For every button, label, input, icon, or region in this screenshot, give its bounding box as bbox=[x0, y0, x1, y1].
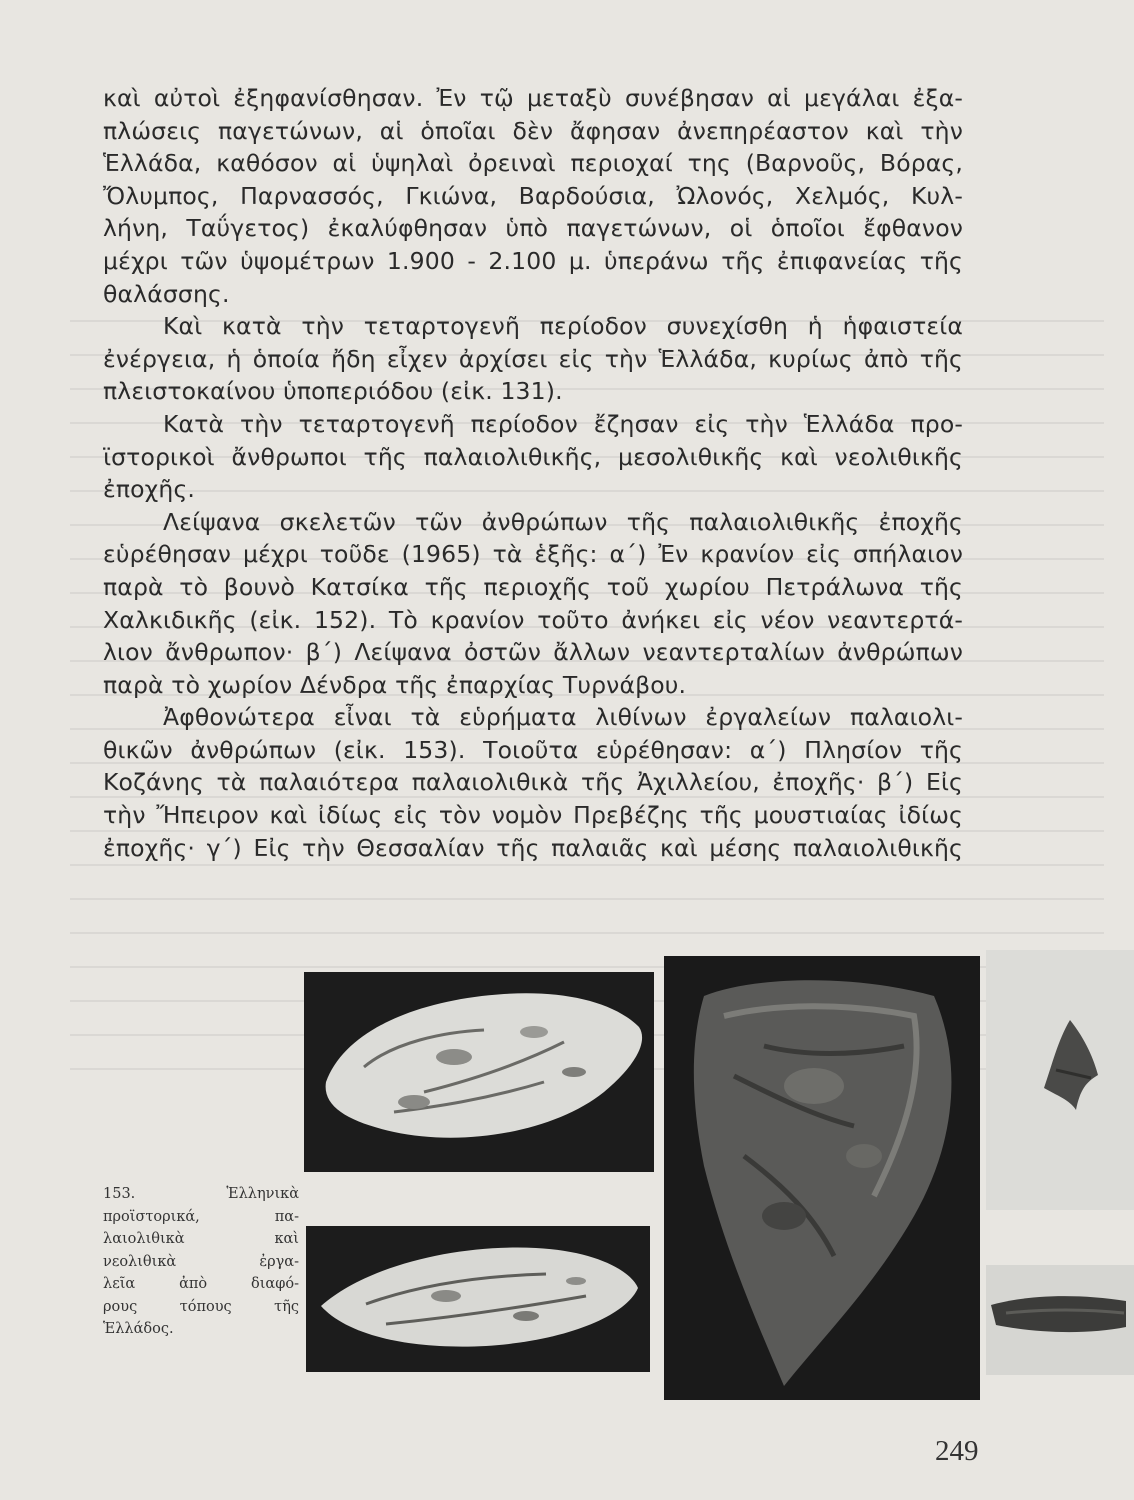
caption-line: λεῖα ἀπὸ διαφό- bbox=[103, 1276, 299, 1292]
text-line: ἐνέργεια, ἡ ὁποία ἤδη εἶχεν ἀρχίσει εἰς τὴν Ἑλλάδα, κυρίως ἀπὸ τῆς bbox=[103, 344, 963, 373]
arrowhead-photo bbox=[986, 950, 1134, 1210]
text-line: ἐποχῆς· γ΄) Εἰς τὴν Θεσσαλίαν τῆς παλαιᾶς καὶ μέσης παλαιολιθικῆς bbox=[103, 833, 963, 862]
caption-line: Ἑλλάδος. bbox=[103, 1321, 174, 1337]
text-line: ϊστορικοὶ ἄνθρωποι τῆς παλαιολιθικῆς, μεσολιθικῆς καὶ νεολιθικῆς bbox=[103, 442, 963, 471]
lithic-blade-photo bbox=[304, 972, 654, 1172]
text-line: λήνη, Ταΰγετος) ἐκαλύφθησαν ὑπὸ παγετώνων, οἱ ὁποῖοι ἔφθανον bbox=[103, 214, 963, 243]
text-line: μέχρι τῶν ὑψομέτρων 1.900 - 2.100 μ. ὑπεράνω τῆς ἐπιφανείας τῆς bbox=[103, 246, 963, 275]
caption-line: ρους τόπους τῆς bbox=[103, 1298, 299, 1315]
text-line: ἐποχῆς. bbox=[103, 475, 196, 504]
page-number: 249 bbox=[935, 1435, 979, 1467]
caption-line: νεολιθικὰ ἐργα- bbox=[103, 1253, 299, 1270]
handaxe-photo bbox=[664, 956, 980, 1400]
flake-tool-photo bbox=[986, 1265, 1134, 1375]
figure-arrowhead bbox=[986, 950, 1134, 1210]
text-line: Ἀφθονώτερα εἶναι τὰ εὑρήματα λιθίνων ἐργαλείων παλαιολι- bbox=[163, 703, 963, 732]
text-line: καὶ αὐτοὶ ἐξηφανίσθησαν. Ἐν τῷ μεταξὺ συνέβησαν αἱ μεγάλαι ἐξα- bbox=[103, 84, 963, 112]
lithic-blade-photo bbox=[306, 1226, 650, 1372]
text-line: πλειστοκαίνου ὑποπεριόδου (εἰκ. 131). bbox=[103, 377, 563, 406]
body-text bbox=[103, 82, 963, 864]
figure-caption bbox=[103, 1183, 299, 1341]
text-line: παρὰ τὸ χωρίον Δένδρα τῆς ἐπαρχίας Τυρνάβου. bbox=[103, 670, 687, 699]
text-line: Λείψανα σκελετῶν τῶν ἀνθρώπων τῆς παλαιολιθικῆς ἐποχῆς bbox=[163, 507, 963, 536]
caption-line: 153. Ἑλληνικὰ bbox=[103, 1186, 299, 1202]
text-line: θικῶν ἀνθρώπων (εἰκ. 153). Τοιοῦτα εὑρέθησαν: α΄) Πλησίον τῆς bbox=[103, 735, 963, 764]
text-line: πλώσεις παγετώνων, αἱ ὁποῖαι δὲν ἄφησαν ἀνεπηρέαστον καὶ τὴν bbox=[103, 116, 963, 145]
text-line: Κατὰ τὴν τεταρτογενῆ περίοδον ἔζησαν εἰς τὴν Ἑλλάδα προ- bbox=[163, 409, 963, 438]
text-line: Χαλκιδικῆς (εἰκ. 152). Τὸ κρανίον τοῦτο ἀνήκει εἰς νέον νεαντερτά- bbox=[103, 605, 963, 634]
text-line: Κοζάνης τὰ παλαιότερα παλαιολιθικὰ τῆς Ἀχιλλείου, ἐποχῆς· β΄) Εἰς bbox=[103, 768, 963, 797]
text-line: εὑρέθησαν μέχρι τοῦδε (1965) τὰ ἑξῆς: α΄) Ἐν κρανίον εἰς σπήλαιον bbox=[103, 540, 963, 569]
text-line: τὴν Ἤπειρον καὶ ἰδίως εἰς τὸν νομὸν Πρεβέζης τῆς μουστιαίας ἰδίως bbox=[103, 801, 963, 830]
figure-blade-bottom bbox=[306, 1226, 650, 1372]
figure-blade-top bbox=[304, 972, 654, 1172]
figure-flake-tool bbox=[986, 1265, 1134, 1375]
text-line: Ὄλυμπος, Παρνασσός, Γκιώνα, Βαρδούσια, Ὠλονός, Χελμός, Κυλ- bbox=[103, 181, 963, 210]
text-line: λιον ἄνθρωπον· β΄) Λείψανα ὀστῶν ἄλλων νεαντερταλίων ἀνθρώπων bbox=[103, 638, 963, 667]
caption-line: λαιολιθικὰ καὶ bbox=[103, 1231, 299, 1247]
text-line: θαλάσσης. bbox=[103, 279, 230, 308]
text-line: Καὶ κατὰ τὴν τεταρτογενῆ περίοδον συνεχίσθη ἡ ἡφαιστεία bbox=[163, 312, 963, 341]
caption-line: προϊστορικά, πα- bbox=[103, 1208, 299, 1225]
text-line: παρὰ τὸ βουνὸ Κατσίκα τῆς περιοχῆς τοῦ χωρίου Πετράλωνα τῆς bbox=[103, 572, 963, 601]
text-line: Ἑλλάδα, καθόσον αἱ ὑψηλαὶ ὀρειναὶ περιοχαί της (Βαρνοῦς, Βόρας, bbox=[103, 149, 963, 178]
figure-handaxe bbox=[664, 956, 980, 1400]
